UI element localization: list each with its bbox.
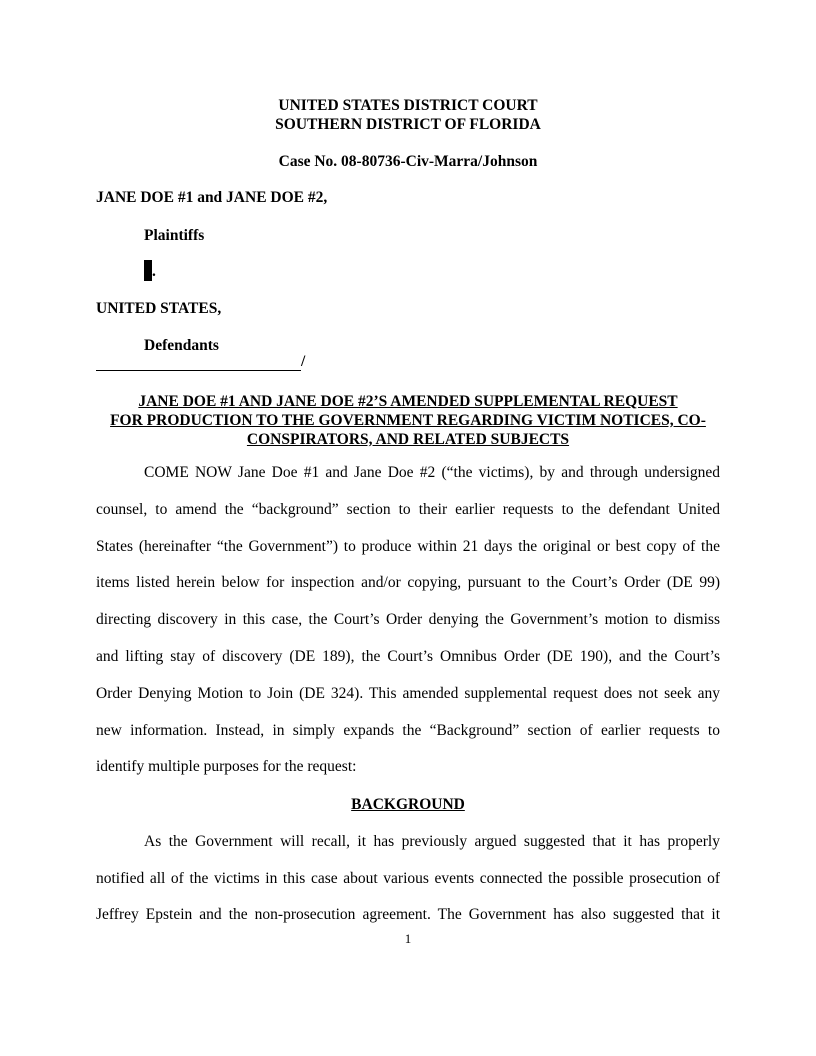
court-name-line1: UNITED STATES DISTRICT COURT — [278, 97, 538, 114]
background-line-1: As the Government will recall, it has previously argued suggested that it has properly — [144, 833, 720, 850]
defendants-label: Defendants — [144, 337, 219, 354]
intro-line-7: Order Denying Motion to Join (DE 324). This amended supplemental request does not seek any — [96, 685, 720, 702]
intro-line-1: COME NOW Jane Doe #1 and Jane Doe #2 (“the victims), by and through undersigned — [144, 464, 720, 481]
intro-line-8: new information. Instead, in simply expands the “Background” section of earlier requests to — [96, 722, 720, 739]
caption-slash: / — [301, 353, 306, 370]
defendant-name: UNITED STATES, — [96, 300, 222, 317]
caption-signature-line — [96, 353, 305, 371]
court-name-line2: SOUTHERN DISTRICT OF FLORIDA — [275, 116, 541, 133]
case-number: Case No. 08-80736-Civ-Marra/Johnson — [278, 153, 538, 170]
title-line-3: CONSPIRATORS, AND RELATED SUBJECTS — [246, 431, 570, 448]
page-number: 1 — [404, 931, 412, 946]
title-line-2: FOR PRODUCTION TO THE GOVERNMENT REGARDING VICTIM NOTICES, CO- — [110, 412, 706, 429]
background-line-2: notified all of the victims in this case about various events connected the possible prosecution of — [96, 870, 720, 887]
document-title — [96, 392, 720, 449]
plaintiffs-label: Plaintiffs — [144, 227, 205, 244]
background-heading: BACKGROUND — [351, 796, 465, 813]
intro-line-3: States (hereinafter “the Government”) to produce within 21 days the original or best copy of the — [96, 538, 720, 555]
title-line-1: JANE DOE #1 AND JANE DOE #2’S AMENDED SUPPLEMENTAL REQUEST — [138, 393, 678, 410]
intro-line-6: and lifting stay of discovery (DE 189), the Court’s Omnibus Order (DE 190), and the Court’s — [96, 648, 720, 665]
background-line-3: Jeffrey Epstein and the non-prosecution agreement. The Government has also suggested that it — [96, 906, 720, 923]
redaction-block — [144, 260, 152, 281]
intro-line-9: identify multiple purposes for the request: — [96, 758, 357, 775]
plaintiffs-names: JANE DOE #1 and JANE DOE #2, — [96, 189, 328, 206]
versus-suffix: . — [152, 263, 156, 280]
intro-line-4: items listed herein below for inspection and/or copying, pursuant to the Court’s Order (DE 99) — [96, 574, 720, 591]
intro-line-5: directing discovery in this case, the Court’s Order denying the Government’s motion to dismiss — [96, 611, 720, 628]
intro-line-2: counsel, to amend the “background” section to their earlier requests to the defendant United — [96, 501, 720, 518]
caption-underline — [96, 356, 301, 371]
